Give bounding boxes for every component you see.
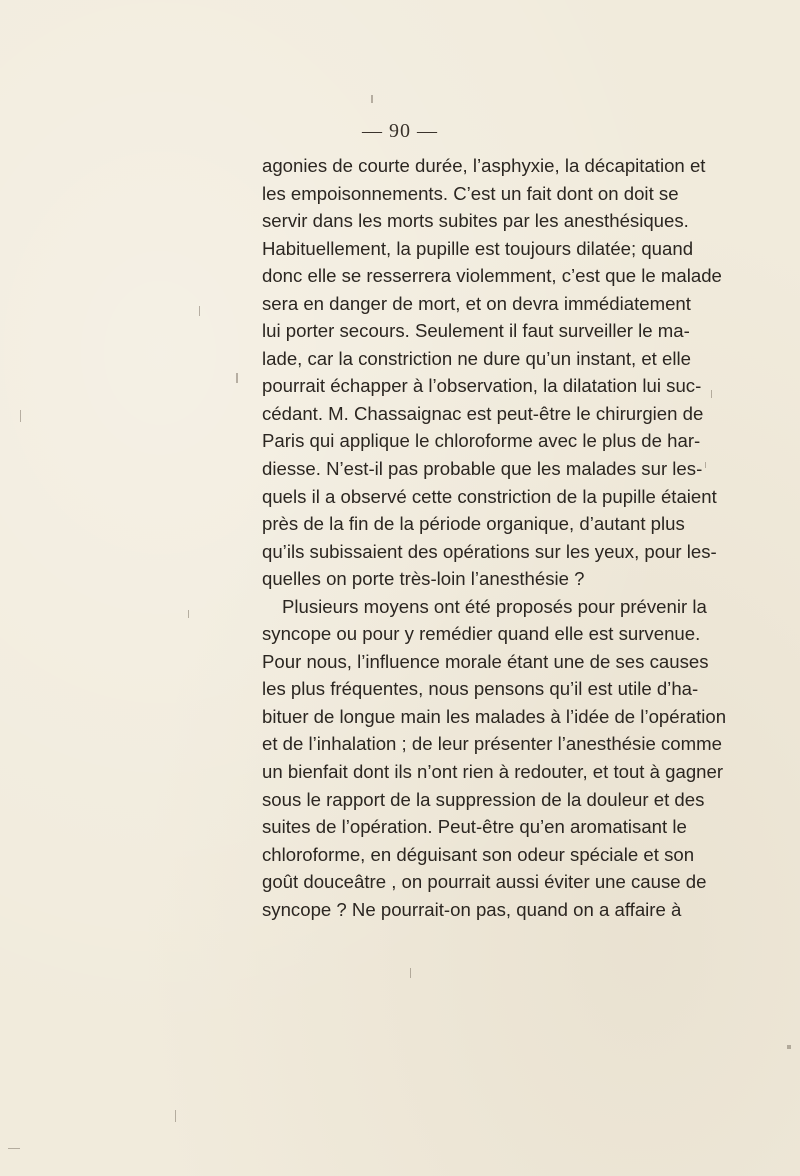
paper-speck — [20, 410, 21, 422]
text-line: suites de l’opération. Peut-être qu’en aromatisant le — [262, 816, 687, 838]
text-line: diesse. N’est-il pas probable que les malades sur les- — [262, 458, 703, 480]
paper-speck — [199, 306, 200, 316]
text-line: donc elle se resserrera violemment, c’est que le malade — [262, 265, 722, 287]
text-line: cédant. M. Chassaignac est peut-être le chirurgien de — [262, 402, 704, 424]
text-line: agonies de courte durée, l’asphyxie, la décapitation et — [262, 155, 706, 176]
paper-speck — [236, 373, 238, 383]
text-line: et de l’inhalation ; de leur présenter l’anesthésie comme — [262, 733, 722, 755]
text-line: syncope ? Ne pourrait-on pas, quand on a affaire à — [262, 898, 682, 920]
paper-speck — [711, 390, 712, 398]
paper-speck — [705, 462, 706, 468]
paper-speck — [175, 1110, 176, 1122]
text-line: lui porter secours. Seulement il faut surveiller le ma- — [262, 320, 690, 342]
text-line: qu’ils subissaient des opérations sur les yeux, pour les- — [262, 540, 717, 562]
text-line: quels il a observé cette constriction de la pupille étaient — [262, 485, 717, 507]
text-line: Habituellement, la pupille est toujours dilatée; quand — [262, 237, 694, 259]
paper-speck — [371, 95, 373, 103]
text-line: bituer de longue main les malades à l’idée de l’opération — [262, 705, 727, 727]
paper-speck — [410, 968, 411, 978]
text-line: les plus fréquentes, nous pensons qu’il est utile d’ha- — [262, 678, 699, 700]
text-line: sous le rapport de la suppression de la douleur et des — [262, 788, 705, 810]
paper-speck — [8, 1148, 20, 1149]
text-line: quelles on porte très-loin l’anesthésie ? — [262, 568, 585, 590]
text-line: un bienfait dont ils n’ont rien à redouter, et tout à gagner — [262, 761, 724, 783]
text-line: syncope ou pour y remédier quand elle est survenue. — [262, 623, 701, 645]
text-line: près de la fin de la période organique, d’autant plus — [262, 513, 685, 535]
text-line: pourrait échapper à l’observation, la dilatation lui suc- — [262, 375, 702, 397]
text-line: lade, car la constriction ne dure qu’un instant, et elle — [262, 347, 691, 369]
text-line: les empoisonnements. C’est un fait dont on doit se — [262, 182, 679, 204]
body-text — [262, 152, 727, 923]
paper-speck — [787, 1045, 791, 1049]
text-line: chloroforme, en déguisant son odeur spéciale et son — [262, 843, 695, 865]
text-line: goût douceâtre , on pourrait aussi éviter une cause de — [262, 871, 707, 893]
page-number: — 90 — — [362, 120, 438, 142]
text-line: Pour nous, l’influence morale étant une de ses causes — [262, 650, 709, 672]
paper-speck — [188, 610, 189, 618]
text-line: sera en danger de mort, et on devra immédiatement — [262, 292, 691, 314]
text-line: servir dans les morts subites par les anesthésiques. — [262, 210, 689, 232]
text-line: Plusieurs moyens ont été proposés pour prévenir la — [282, 595, 707, 617]
text-line: Paris qui applique le chloroforme avec le plus de har- — [262, 430, 701, 452]
